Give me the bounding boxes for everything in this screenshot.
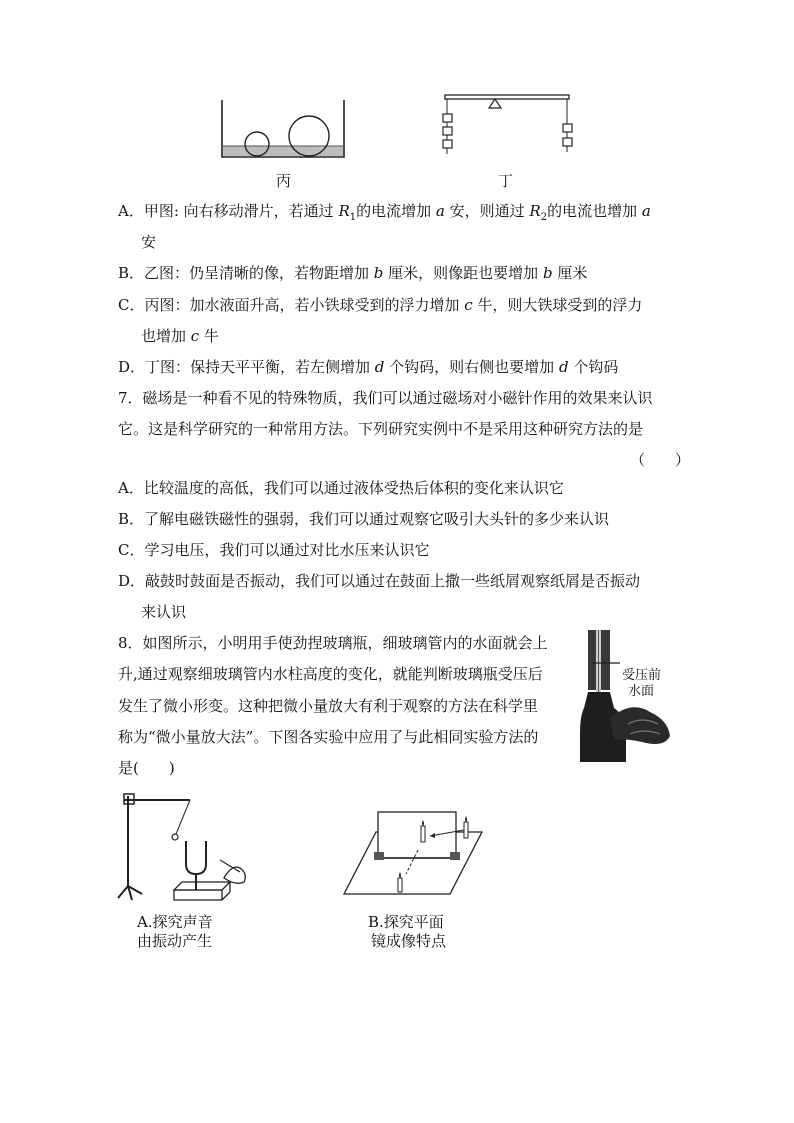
bottle-photo-label-line1: 受压前 — [622, 668, 662, 683]
figure-ding-label: 丁 — [498, 172, 514, 190]
q8-stem-line3: 发生了微小形变。这种把微小量放大有利于观察的方法在科学里 — [118, 697, 539, 715]
q6-option-d: D．丁图：保持天平平衡，若左侧增加 d 个钩码，则右侧也要增加 d 个钩码 — [118, 358, 619, 376]
figure-a-caption-line2: 由振动产生 — [137, 932, 213, 950]
q6-option-c-line1: C．丙图：加水液面升高，若小铁球受到的浮力增加 c 牛，则大铁球受到的浮力 — [118, 296, 643, 314]
q7-option-d-line1: D．敲鼓时鼓面是否振动，我们可以通过在鼓面上撒一些纸屑观察纸屑是否振动 — [118, 572, 641, 590]
q7-stem-line1: 7．磁场是一种看不见的特殊物质，我们可以通过磁场对小磁针作用的效果来认识 — [118, 389, 653, 407]
q6-option-a-line2: 安 — [141, 233, 157, 251]
q6-option-b: B．乙图：仍呈清晰的像，若物距增加 b 厘米，则像距也要增加 b 厘米 — [118, 264, 588, 282]
figure-a-caption-line1: A.探究声音 — [137, 913, 213, 931]
q7-stem-line2: 它。这是科学研究的一种常用方法。下列研究实例中不是采用这种研究方法的是 — [118, 420, 644, 438]
figure-ding-balance — [442, 92, 572, 162]
q8-stem-line5: 是( ) — [118, 759, 175, 777]
q8-stem-line1: 8．如图所示，小明用手使劲捏玻璃瓶，细玻璃管内的水面就会上 — [118, 634, 548, 652]
figure-bing-container — [218, 100, 348, 160]
figure-b-caption-line2: 镜成像特点 — [371, 932, 447, 950]
bottle-photo — [580, 630, 672, 762]
figure-b-plane-mirror — [338, 806, 488, 906]
q7-option-d-line2: 来认识 — [141, 603, 187, 621]
q7-option-b: B．了解电磁铁磁性的强弱，我们可以通过观察它吸引大头针的多少来认识 — [118, 510, 610, 528]
q6-option-a-line1: A．甲图: 向右移动滑片，若通过 $R_1$的电流增加 a 安，则通过 $R_2$的电流也增加 a — [118, 202, 651, 223]
q6-option-c-line2: 也增加 c 牛 — [141, 327, 219, 345]
bottle-photo-label-line2: 水面 — [628, 684, 655, 699]
q7-option-c: C．学习电压，我们可以通过对比水压来认识它 — [118, 541, 430, 559]
q8-stem-line4: 称为“微小量放大法”。下图各实验中应用了与此相同实验方法的 — [118, 728, 539, 746]
q7-option-a: A．比较温度的高低，我们可以通过液体受热后体积的变化来认识它 — [118, 479, 564, 497]
q7-answer-bracket: （ ） — [630, 451, 691, 469]
figure-bing-label: 丙 — [276, 172, 292, 190]
q8-stem-line2: 升,通过观察细玻璃管内水柱高度的变化，就能判断玻璃瓶受压后 — [118, 665, 543, 683]
figure-b-caption-line1: B.探究平面 — [368, 913, 444, 931]
figure-a-tuning-fork — [112, 786, 272, 906]
